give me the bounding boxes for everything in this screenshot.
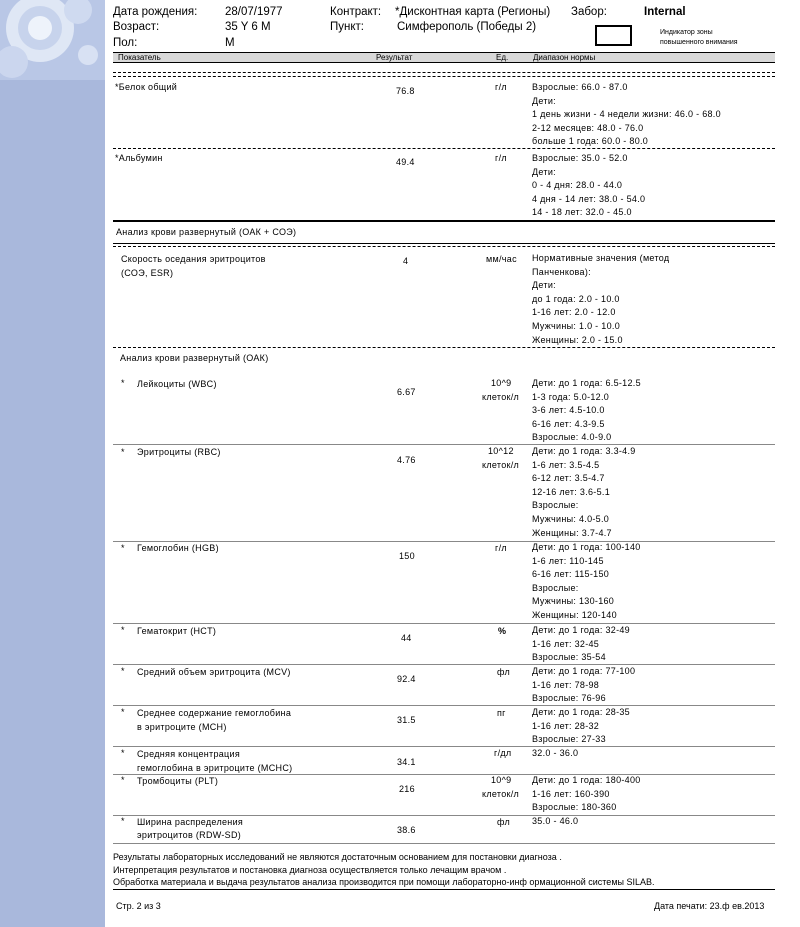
row-name: *Альбумин bbox=[115, 153, 163, 163]
divider bbox=[113, 746, 775, 747]
row-name-cont: в эритроците (MCH) bbox=[137, 722, 227, 732]
row-star: * bbox=[121, 707, 125, 717]
row-unit: фл bbox=[497, 817, 511, 827]
row-value: 6.67 bbox=[397, 387, 416, 397]
row-star: * bbox=[121, 666, 125, 676]
attention-indicator-box bbox=[595, 25, 632, 46]
divider bbox=[113, 774, 775, 775]
row-name: Лейкоциты (WBC) bbox=[137, 379, 217, 389]
col-indicator: Показатель bbox=[118, 53, 161, 62]
row-value: 49.4 bbox=[396, 157, 415, 167]
divider bbox=[113, 843, 775, 844]
print-date: Дата печати: 23.ф ев.2013 bbox=[654, 901, 765, 911]
row-name: Ширина распределения bbox=[137, 817, 244, 827]
indicator-caption-2: повышенного внимания bbox=[660, 39, 738, 46]
row-name: Эритроциты (RBC) bbox=[137, 447, 221, 457]
row-name: *Белок общий bbox=[115, 82, 178, 92]
row-unit: г/л bbox=[495, 82, 507, 92]
sex-label: Пол: bbox=[113, 37, 138, 49]
row-value: 76.8 bbox=[396, 86, 415, 96]
row-name-cont: эритроцитов (RDW-SD) bbox=[137, 830, 242, 840]
row-range: Дети: до 1 года: 3.3-4.9 1-6 лет: 3.5-4.5 6-12 лет: 3.5-4.7 12-16 лет: 3.6-5.1 Взрослые: Мужчины: 4.0-5.0 Женщины: 3.7-4.7 bbox=[532, 446, 636, 538]
row-unit: 10^12 bbox=[488, 446, 514, 456]
row-value: 38.6 bbox=[397, 825, 416, 835]
left-sidebar bbox=[0, 0, 105, 927]
row-unit-cont: клеток/л bbox=[482, 392, 520, 402]
row-unit: мм/час bbox=[486, 254, 517, 264]
row-star: * bbox=[121, 378, 125, 388]
row-star: * bbox=[121, 816, 125, 826]
row-star: * bbox=[121, 543, 125, 553]
row-unit: г/л bbox=[495, 153, 507, 163]
col-range: Диапазон нормы bbox=[533, 53, 596, 62]
section-divider bbox=[113, 220, 775, 222]
row-name-cont: (СОЭ, ESR) bbox=[121, 268, 174, 278]
sample-value: Internal bbox=[644, 6, 686, 18]
row-value: 216 bbox=[399, 784, 415, 794]
row-unit-cont: клеток/л bbox=[482, 789, 520, 799]
row-range: Взрослые: 35.0 - 52.0 Дети: 0 - 4 дня: 28.0 - 44.0 4 дня - 14 лет: 38.0 - 54.0 14 - 18 лет: 32.0 - 45.0 bbox=[532, 153, 646, 218]
row-star: * bbox=[121, 775, 125, 785]
point-value: Симферополь (Победы 2) bbox=[397, 21, 537, 33]
column-header-bar bbox=[113, 52, 775, 63]
divider bbox=[113, 444, 775, 445]
row-value: 44 bbox=[401, 633, 412, 643]
row-range: 32.0 - 36.0 bbox=[532, 748, 579, 758]
footer-note: Интерпретация результатов и постановка диагноза осуществляется только лечащим врачом . bbox=[113, 865, 507, 875]
row-range: Дети: до 1 года: 32-49 1-16 лет: 32-45 Взрослые: 35-54 bbox=[532, 625, 630, 663]
divider bbox=[113, 243, 775, 244]
row-unit: 10^9 bbox=[491, 378, 512, 388]
row-value: 150 bbox=[399, 551, 415, 561]
divider bbox=[113, 76, 775, 77]
row-name: Средняя концентрация bbox=[137, 749, 241, 759]
row-range: Дети: до 1 года: 28-35 1-16 лет: 28-32 Взрослые: 27-33 bbox=[532, 707, 630, 745]
divider bbox=[113, 815, 775, 816]
footer-divider bbox=[113, 889, 775, 890]
divider bbox=[113, 623, 775, 624]
row-range: Нормативные значения (метод Панченкова): Дети: до 1 года: 2.0 - 10.0 1-16 лет: 2.0 - 12.0 Мужчины: 1.0 - 10.0 Женщины: 2.0 - 15.0 bbox=[532, 253, 670, 345]
row-star: * bbox=[121, 748, 125, 758]
contract-value: *Дисконтная карта (Регионы) bbox=[395, 6, 551, 18]
row-name: Гемоглобин (HGB) bbox=[137, 543, 219, 553]
col-unit: Ед. bbox=[496, 53, 509, 62]
footer-note: Обработка материала и выдача результатов анализа производится при помощи лабораторно-инф ормационной системы SILAB. bbox=[113, 877, 655, 887]
point-label: Пункт: bbox=[330, 21, 364, 33]
row-star: * bbox=[121, 625, 125, 635]
section-title-oak-soe: Анализ крови развернутый (ОАК + СОЭ) bbox=[116, 227, 297, 237]
age-label: Возраст: bbox=[113, 21, 160, 33]
row-name: Скорость оседания эритроцитов bbox=[121, 254, 266, 264]
row-unit: % bbox=[498, 626, 507, 636]
lab-logo bbox=[0, 0, 105, 80]
contract-label: Контракт: bbox=[330, 6, 382, 18]
divider bbox=[113, 246, 775, 247]
row-value: 92.4 bbox=[397, 674, 416, 684]
footer-note: Результаты лабораторных исследований не являются достаточным основанием для постановки диагноза . bbox=[113, 852, 562, 862]
section-title-oak: Анализ крови развернутый (ОАК) bbox=[120, 353, 269, 363]
row-unit: пг bbox=[497, 708, 506, 718]
divider bbox=[113, 347, 775, 348]
row-name: Средний объем эритроцита (MCV) bbox=[137, 667, 291, 677]
row-range: Дети: до 1 года: 100-140 1-6 лет: 110-145 6-16 лет: 115-150 Взрослые: Мужчины: 130-160 Женщины: 120-140 bbox=[532, 542, 641, 620]
divider bbox=[113, 72, 775, 73]
row-star: * bbox=[121, 447, 125, 457]
row-name: Тромбоциты (PLT) bbox=[137, 776, 219, 786]
row-value: 4 bbox=[403, 256, 409, 266]
age-value: 35 Y 6 M bbox=[225, 21, 271, 33]
row-range: Дети: до 1 года: 6.5-12.5 1-3 года: 5.0-12.0 3-6 лет: 4.5-10.0 6-16 лет: 4.3-9.5 Взрослые: 4.0-9.0 bbox=[532, 378, 641, 443]
row-unit: г/дл bbox=[494, 748, 512, 758]
divider bbox=[113, 148, 775, 149]
row-value: 34.1 bbox=[397, 757, 416, 767]
row-name: Среднее содержание гемоглобина bbox=[137, 708, 292, 718]
row-range: Дети: до 1 года: 77-100 1-16 лет: 78-98 Взрослые: 76-96 bbox=[532, 666, 636, 704]
row-range: Дети: до 1 года: 180-400 1-16 лет: 160-390 Взрослые: 180-360 bbox=[532, 775, 641, 813]
row-unit: фл bbox=[497, 667, 511, 677]
row-unit: 10^9 bbox=[491, 775, 512, 785]
sex-value: M bbox=[225, 37, 235, 49]
birth-label: Дата рождения: bbox=[113, 6, 198, 18]
row-value: 4.76 bbox=[397, 455, 416, 465]
divider bbox=[113, 541, 775, 542]
page-number: Стр. 2 из 3 bbox=[116, 901, 161, 911]
row-range: Взрослые: 66.0 - 87.0 Дети: 1 день жизни - 4 недели жизни: 46.0 - 68.0 2-12 месяцев: 48.0 - 76.0 больше 1 года: 60.0 - 80.0 bbox=[532, 82, 721, 147]
col-result: Результат bbox=[376, 53, 413, 62]
birth-value: 28/07/1977 bbox=[225, 6, 283, 18]
divider bbox=[113, 705, 775, 706]
row-range: 35.0 - 46.0 bbox=[532, 816, 579, 826]
row-name: Гематокрит (HCT) bbox=[137, 626, 217, 636]
sample-label: Забор: bbox=[571, 6, 607, 18]
row-unit-cont: клеток/л bbox=[482, 460, 520, 470]
row-name-cont: гемоглобина в эритроците (MCHC) bbox=[137, 763, 293, 773]
indicator-caption-1: Индикатор зоны bbox=[660, 29, 713, 36]
divider bbox=[113, 664, 775, 665]
row-value: 31.5 bbox=[397, 715, 416, 725]
row-unit: г/л bbox=[495, 543, 507, 553]
